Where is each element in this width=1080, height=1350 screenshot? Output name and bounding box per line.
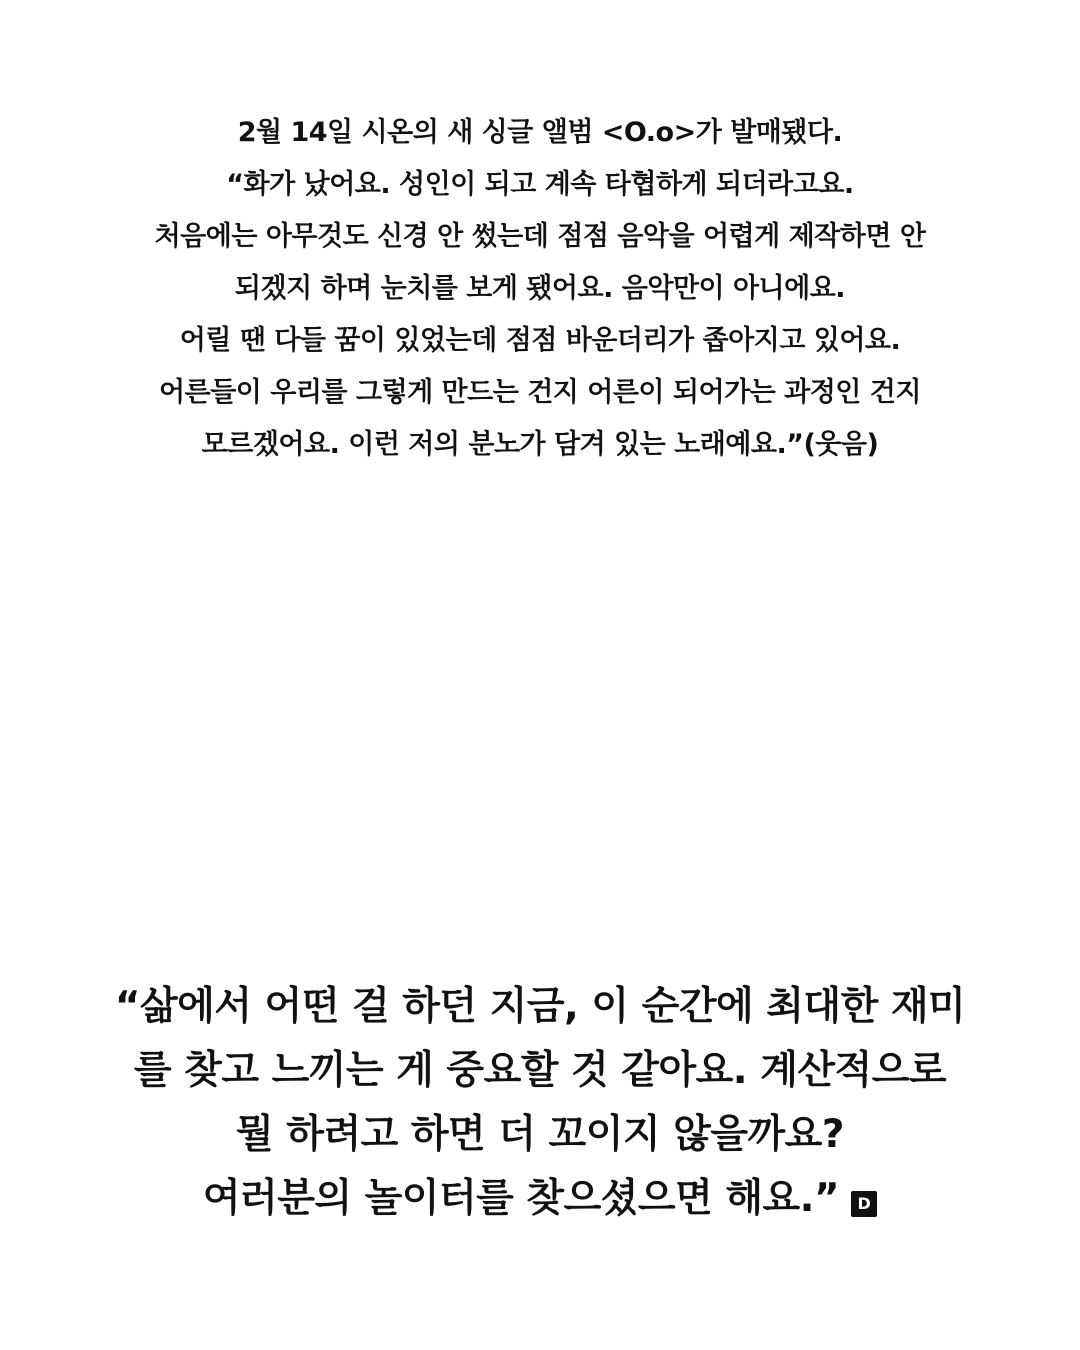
pull-quote: [0, 975, 1080, 1231]
body-line: “화가 났어요. 성인이 되고 계속 타협하게 되더라고요.: [226, 169, 854, 200]
body-line: 모르겠어요. 이런 저의 분노가 담겨 있는 노래예요.”(웃음): [201, 429, 879, 460]
article-body: [0, 107, 1080, 471]
body-line: 2월 14일 시온의 새 싱글 앨범 <O.o>가 발매됐다.: [237, 117, 843, 148]
body-line: 어른들이 우리를 그렇게 만드는 건지 어른이 되어가는 과정인 건지: [159, 377, 921, 408]
body-line: 어릴 땐 다들 꿈이 있었는데 점점 바운더리가 좁아지고 있어요.: [179, 325, 901, 356]
quote-line: 를 찾고 느끼는 게 중요할 것 같아요. 계산적으로: [133, 1048, 947, 1093]
end-mark-icon: D: [851, 1191, 877, 1217]
quote-line: 뭘 하려고 하면 더 꼬이지 않을까요?: [236, 1112, 844, 1157]
quote-line-last: [0, 1167, 1080, 1231]
quote-line: “삶에서 어떤 걸 하던 지금, 이 순간에 최대한 재미: [114, 984, 966, 1029]
body-line: 되겠지 하며 눈치를 보게 됐어요. 음악만이 아니에요.: [234, 273, 846, 304]
quote-line-text: 여러분의 놀이터를 찾으셨으면 해요.”: [202, 1176, 840, 1221]
body-line: 처음에는 아무것도 신경 안 썼는데 점점 음악을 어렵게 제작하면 안: [154, 221, 926, 252]
